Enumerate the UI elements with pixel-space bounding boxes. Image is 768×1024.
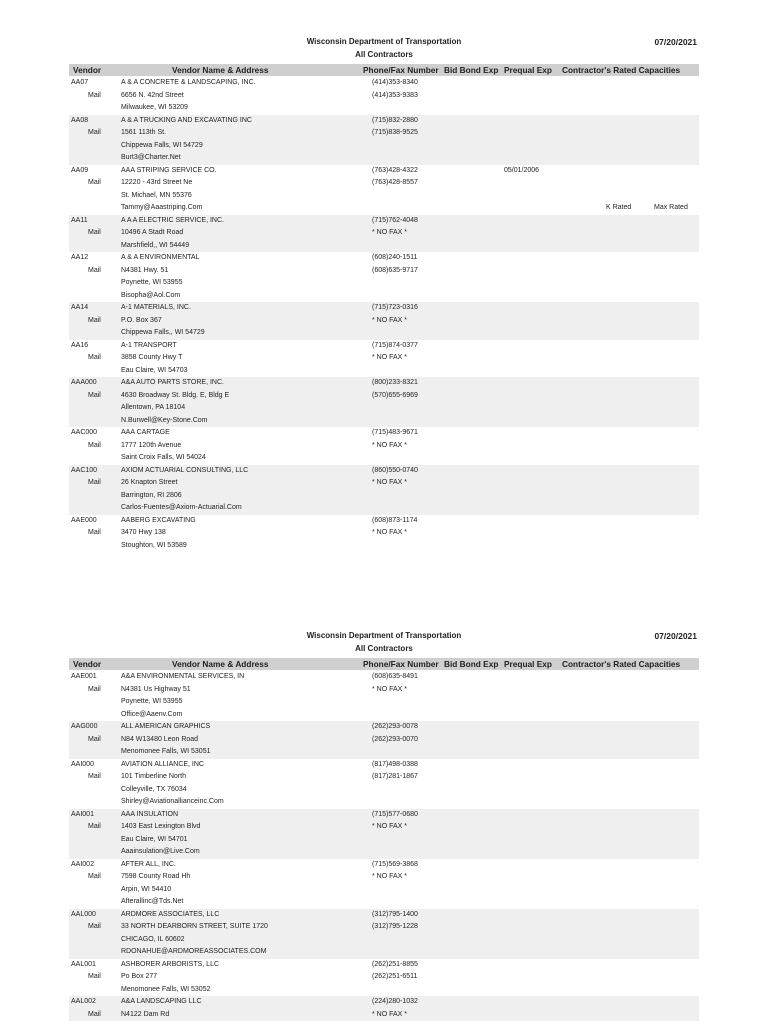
address-line: Tammy@Aaastriping.Com — [121, 204, 203, 211]
vendor-name: A&A LANDSCAPING LLC — [121, 998, 202, 1005]
vendor-record — [69, 809, 699, 859]
vendor-record — [69, 959, 699, 997]
mail-label: Mail — [88, 823, 101, 830]
phone-number: (715)832-2880 — [372, 116, 418, 124]
address-line: Eau Claire, WI 54701 — [121, 835, 188, 843]
vendor-code: AAE000 — [71, 516, 97, 524]
record-line — [69, 327, 699, 340]
fax-number: * NO FAX * — [372, 823, 408, 830]
address-line: Barrington, RI 2806 — [121, 491, 182, 499]
vendor-code: AAI001 — [71, 810, 94, 818]
report-subtitle: All Contractors — [355, 644, 413, 653]
address-line: Poynette, WI 53955 — [121, 698, 183, 705]
record-line — [69, 871, 699, 884]
record-line — [69, 215, 699, 228]
record-line — [69, 240, 699, 253]
vendor-name: A-1 MATERIALS, INC. — [121, 304, 191, 311]
phone-number: (224)280-1032 — [372, 998, 418, 1005]
record-line — [69, 821, 699, 834]
mail-label: Mail — [88, 316, 101, 324]
report-date: 07/20/2021 — [654, 37, 697, 47]
column-header-vendor: Vendor — [73, 659, 102, 669]
vendor-code: AAC100 — [71, 466, 98, 474]
vendor-name: A & A TRUCKING AND EXCAVATING INC — [121, 116, 252, 124]
phone-number: (715)762-4048 — [372, 216, 418, 224]
address-line: Milwaukee, WI 53209 — [121, 104, 188, 111]
address-line: Poynette, WI 53955 — [121, 279, 183, 286]
vendor-record — [69, 515, 699, 553]
record-line — [69, 540, 699, 553]
address-line: Chippewa Falls, WI 54729 — [121, 141, 203, 149]
vendor-record — [69, 165, 699, 215]
vendor-code: AAA000 — [71, 379, 97, 386]
record-line — [69, 90, 699, 103]
record-line — [69, 127, 699, 140]
column-header-phone: Phone/Fax Number — [363, 65, 439, 75]
record-line — [69, 202, 699, 215]
table-header — [69, 64, 699, 76]
vendor-code: AAG000 — [71, 723, 98, 730]
mail-label: Mail — [88, 91, 101, 99]
record-line — [69, 996, 699, 1009]
fax-number: (763)428-8557 — [372, 179, 418, 186]
fax-number: * NO FAX * — [372, 873, 408, 880]
record-line — [69, 709, 699, 722]
record-line — [69, 884, 699, 897]
phone-number: (262)251-8855 — [372, 960, 418, 968]
mail-label: Mail — [88, 735, 101, 743]
record-line — [69, 1009, 699, 1022]
column-header-rated: Contractor's Rated Capacities — [562, 659, 681, 669]
vendor-record — [69, 671, 699, 721]
mail-label: Mail — [88, 479, 101, 486]
record-line — [69, 415, 699, 428]
record-line — [69, 527, 699, 540]
records-list — [69, 77, 699, 552]
address-line: N84 W13480 Leon Road — [121, 735, 199, 743]
fax-number: (715)838-9525 — [372, 129, 418, 136]
record-line — [69, 909, 699, 922]
report-title: Wisconsin Department of Transportation — [306, 37, 462, 46]
fax-number: * NO FAX * — [372, 685, 408, 693]
address-line: Stoughton, WI 53589 — [121, 541, 187, 549]
record-line — [69, 115, 699, 128]
vendor-record — [69, 215, 699, 253]
fax-number: * NO FAX * — [372, 354, 408, 361]
phone-number: (608)873-1174 — [372, 516, 418, 524]
vendor-name: AABERG EXCAVATING — [121, 516, 196, 524]
record-line — [69, 177, 699, 190]
mail-label: Mail — [88, 973, 101, 980]
mail-label: Mail — [88, 873, 101, 880]
record-line — [69, 490, 699, 503]
fax-number: (312)795-1228 — [372, 923, 418, 930]
record-line — [69, 921, 699, 934]
mail-label: Mail — [88, 229, 101, 236]
vendor-code: AA08 — [71, 116, 89, 124]
vendor-name: AAA STRIPING SERVICE CO. — [121, 166, 217, 174]
phone-number: (715)483-9671 — [372, 429, 418, 436]
record-line — [69, 734, 699, 747]
address-line: Eau Claire, WI 54703 — [121, 366, 188, 374]
phone-number: (715)577-0680 — [372, 810, 418, 818]
fax-number: (608)635-9717 — [372, 266, 418, 274]
address-line: Menomonee Falls, WI 53052 — [121, 985, 211, 993]
address-line: 1777 120th Avenue — [121, 441, 182, 449]
column-header-prequal: Prequal Exp — [504, 65, 552, 75]
report-title: Wisconsin Department of Transportation — [306, 631, 462, 640]
record-line — [69, 946, 699, 959]
record-line — [69, 984, 699, 997]
column-header-name: Vendor Name & Address — [172, 659, 269, 669]
fax-number: * NO FAX * — [372, 1010, 408, 1018]
record-line — [69, 971, 699, 984]
column-header-name: Vendor Name & Address — [172, 65, 269, 75]
fax-number: (817)281-1867 — [372, 773, 418, 780]
vendor-record — [69, 115, 699, 165]
vendor-code: AAL000 — [71, 910, 96, 918]
vendor-code: AA09 — [71, 166, 89, 174]
address-line: 26 Knapton Street — [121, 479, 178, 486]
phone-number: (715)723-0316 — [372, 304, 418, 311]
vendor-name: AAA INSULATION — [121, 810, 179, 818]
record-line — [69, 859, 699, 872]
vendor-record — [69, 377, 699, 427]
vendor-record — [69, 909, 699, 959]
vendor-record — [69, 759, 699, 809]
record-line — [69, 165, 699, 178]
address-line: Po Box 277 — [121, 973, 158, 980]
address-line: 4630 Broadway St. Bldg. E, Bldg E — [121, 391, 230, 399]
address-line: Chippewa Falls,, WI 54729 — [121, 329, 205, 336]
column-header-vendor: Vendor — [73, 65, 102, 75]
fax-number: * NO FAX * — [372, 441, 408, 449]
mail-label: Mail — [88, 529, 101, 536]
address-line: 1403 East Lexington Blvd — [121, 823, 201, 830]
record-line — [69, 796, 699, 809]
phone-number: (608)240-1511 — [372, 254, 418, 261]
record-line — [69, 721, 699, 734]
record-line — [69, 340, 699, 353]
mail-label: Mail — [88, 354, 101, 361]
phone-number: (800)233-8321 — [372, 379, 418, 386]
record-line — [69, 440, 699, 453]
fax-number: (570)655-6969 — [372, 391, 418, 399]
record-line — [69, 477, 699, 490]
mail-label: Mail — [88, 266, 101, 274]
record-line — [69, 152, 699, 165]
address-line: N4381 Us Highway 51 — [121, 685, 191, 693]
address-line: 6656 N. 42nd Street — [121, 91, 184, 99]
vendor-code: AAC000 — [71, 429, 98, 436]
mail-label: Mail — [88, 391, 101, 399]
vendor-code: AAI002 — [71, 860, 94, 868]
record-line — [69, 402, 699, 415]
vendor-name: A&A ENVIRONMENTAL SERVICES, IN — [121, 673, 245, 680]
column-header-bid-bond: Bid Bond Exp — [444, 65, 499, 75]
record-line — [69, 265, 699, 278]
address-line: N4381 Hwy. 51 — [121, 266, 169, 274]
record-line — [69, 959, 699, 972]
mail-label: Mail — [88, 1010, 101, 1018]
k-rated-label: K Rated — [606, 204, 632, 211]
vendor-name: AVIATION ALLIANCE, INC — [121, 760, 204, 768]
mail-label: Mail — [88, 129, 101, 136]
vendor-name: ARDMORE ASSOCIATES, LLC — [121, 910, 220, 918]
vendor-name: ASHBORER ARBORISTS, LLC — [121, 960, 220, 968]
address-line: St. Michael, MN 55376 — [121, 191, 192, 199]
mail-label: Mail — [88, 685, 101, 693]
record-line — [69, 452, 699, 465]
fax-number: * NO FAX * — [372, 229, 408, 236]
record-line — [69, 696, 699, 709]
record-line — [69, 315, 699, 328]
phone-number: (860)550-0740 — [372, 466, 418, 474]
record-line — [69, 227, 699, 240]
address-line: Bisopha@Aol.Com — [121, 291, 181, 299]
record-line — [69, 934, 699, 947]
address-line: 101 Timberline North — [121, 773, 186, 780]
record-line — [69, 77, 699, 90]
fax-number: (414)353-9383 — [372, 91, 418, 99]
record-line — [69, 352, 699, 365]
record-line — [69, 771, 699, 784]
report-date: 07/20/2021 — [654, 631, 697, 641]
address-line: Marshfield,, WI 54449 — [121, 241, 190, 249]
record-line — [69, 390, 699, 403]
phone-number: (414)353-8340 — [372, 79, 418, 86]
address-line: N4122 Dam Rd — [121, 1010, 170, 1018]
vendor-name: A-1 TRANSPORT — [121, 341, 177, 349]
address-line: 1561 113th St. — [121, 129, 167, 136]
vendor-code: AAE001 — [71, 673, 97, 680]
address-line: 7598 County Road Hh — [121, 873, 191, 880]
vendor-record — [69, 302, 699, 340]
vendor-record — [69, 77, 699, 115]
address-line: 10496 A Stadt Road — [121, 229, 184, 236]
column-header-rated: Contractor's Rated Capacities — [562, 65, 681, 75]
address-line: Menomonee Falls, WI 53051 — [121, 748, 211, 755]
record-line — [69, 140, 699, 153]
column-header-prequal: Prequal Exp — [504, 659, 552, 669]
address-line: Colleyville, TX 76034 — [121, 785, 187, 793]
record-line — [69, 290, 699, 303]
fax-number: * NO FAX * — [372, 316, 408, 324]
record-line — [69, 759, 699, 772]
column-header-phone: Phone/Fax Number — [363, 659, 439, 669]
record-line — [69, 746, 699, 759]
address-line: P.O. Box 367 — [121, 316, 162, 324]
address-line: 3470 Hwy 138 — [121, 529, 166, 536]
address-line: 12220 - 43rd Street Ne — [121, 179, 193, 186]
vendor-code: AA14 — [71, 304, 89, 311]
record-line — [69, 252, 699, 265]
record-line — [69, 190, 699, 203]
vendor-name: A & A CONCRETE & LANDSCAPING, INC. — [121, 79, 256, 86]
phone-number: (715)569-3868 — [372, 860, 418, 868]
record-line — [69, 102, 699, 115]
vendor-code: AA07 — [71, 79, 89, 86]
vendor-code: AA16 — [71, 341, 89, 349]
address-line: Saint Croix Falls, WI 54024 — [121, 454, 206, 461]
prequal-exp: 05/01/2006 — [504, 166, 540, 174]
address-line: Allentown, PA 18104 — [121, 404, 186, 411]
vendor-code: AAI000 — [71, 760, 94, 768]
record-line — [69, 465, 699, 478]
fax-number: (262)251-6511 — [372, 973, 418, 980]
vendor-record — [69, 721, 699, 759]
address-line: Carlos-Fuentes@Axiom-Actuarial.Com — [121, 504, 242, 511]
address-line: 3858 County Hwy T — [121, 354, 183, 361]
address-line: 33 NORTH DEARBORN STREET, SUITE 1720 — [121, 923, 268, 930]
phone-number: (312)795-1400 — [372, 910, 418, 918]
record-line — [69, 846, 699, 859]
fax-number: * NO FAX * — [372, 479, 408, 486]
record-line — [69, 515, 699, 528]
record-line — [69, 365, 699, 378]
vendor-name: A & A ENVIRONMENTAL — [121, 254, 200, 261]
record-line — [69, 784, 699, 797]
record-line — [69, 502, 699, 515]
phone-number: (817)498-0388 — [372, 760, 418, 768]
mail-label: Mail — [88, 923, 101, 930]
record-line — [69, 896, 699, 909]
vendor-name: AFTER ALL, INC. — [121, 860, 176, 868]
address-line: RDONAHUE@ARDMOREASSOCIATES.COM — [121, 948, 267, 955]
max-rated-label: Max Rated — [654, 204, 688, 211]
table-header — [69, 658, 699, 670]
record-line — [69, 302, 699, 315]
address-line: Office@Aaenv.Com — [121, 710, 183, 718]
mail-label: Mail — [88, 441, 101, 449]
mail-label: Mail — [88, 179, 101, 186]
vendor-name: ALL AMERICAN GRAPHICS — [121, 723, 211, 730]
record-line — [69, 809, 699, 822]
vendor-record — [69, 465, 699, 515]
record-line — [69, 684, 699, 697]
vendor-name: A A A ELECTRIC SERVICE, INC. — [121, 216, 224, 224]
record-line — [69, 671, 699, 684]
report-subtitle: All Contractors — [355, 50, 413, 59]
vendor-record — [69, 996, 699, 1021]
phone-number: (715)874-0377 — [372, 341, 418, 349]
record-line — [69, 427, 699, 440]
vendor-record — [69, 427, 699, 465]
address-line: Arpin, WI 54410 — [121, 885, 172, 893]
address-line: CHICAGO, IL 60602 — [121, 935, 185, 943]
mail-label: Mail — [88, 773, 101, 780]
vendor-record — [69, 340, 699, 378]
vendor-code: AAL002 — [71, 998, 96, 1005]
record-line — [69, 377, 699, 390]
address-line: Shirley@Aviationallianceinc.Com — [121, 798, 224, 805]
vendor-code: AA12 — [71, 254, 89, 261]
record-line — [69, 834, 699, 847]
address-line: Aaainsulation@Live.Com — [121, 848, 200, 855]
vendor-code: AA11 — [71, 216, 88, 224]
fax-number: * NO FAX * — [372, 529, 408, 536]
vendor-code: AAL001 — [71, 960, 96, 968]
record-line — [69, 277, 699, 290]
vendor-name: AAA CARTAGE — [121, 429, 170, 436]
fax-number: (262)293-0070 — [372, 735, 418, 743]
address-line: Afterallinc@Tds.Net — [121, 898, 184, 905]
address-line: N.Burwell@Key-Stone.Com — [121, 416, 208, 424]
records-list — [69, 671, 699, 1021]
vendor-name: AXIOM ACTUARIAL CONSULTING, LLC — [121, 466, 249, 474]
address-line: Burt3@Charter.Net — [121, 154, 181, 161]
phone-number: (608)635-8491 — [372, 673, 418, 680]
vendor-name: A&A AUTO PARTS STORE, INC. — [121, 379, 224, 386]
phone-number: (262)293-0078 — [372, 723, 418, 730]
vendor-record — [69, 859, 699, 909]
vendor-record — [69, 252, 699, 302]
column-header-bid-bond: Bid Bond Exp — [444, 659, 499, 669]
phone-number: (763)428-4322 — [372, 166, 418, 174]
